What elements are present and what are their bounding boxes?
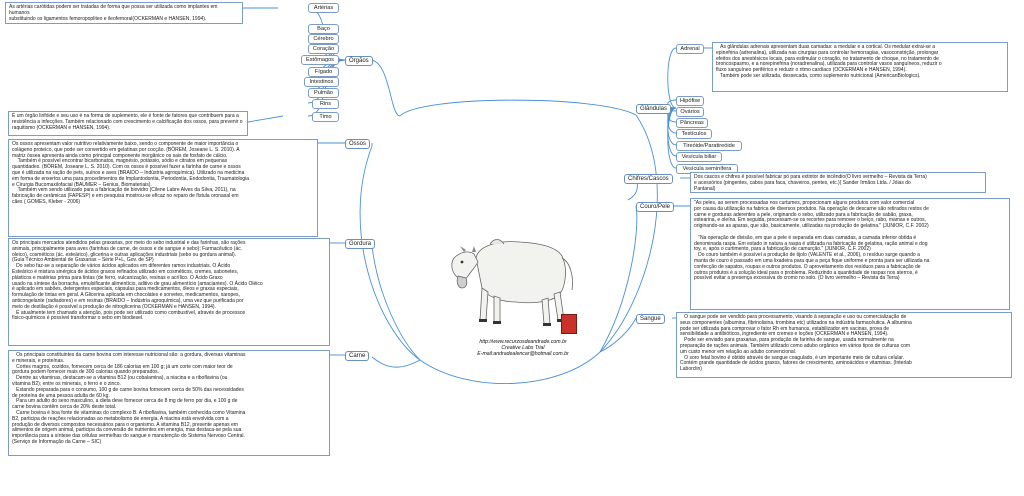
- connector-couro: [600, 206, 637, 352]
- branch-carne[interactable]: Carne: [345, 351, 369, 361]
- orgaos-item-figado[interactable]: Fígado: [308, 67, 339, 77]
- glandulas-item-tireoide[interactable]: Tireóide/Paratireóide: [676, 141, 742, 151]
- chinese-seal-stamp: [561, 314, 577, 334]
- note-gordura: Os principais mercados atendidos pelas graxarias, por meio do sebo industrial e das farinhas, são rações animais, principalmente para aves (farinhas de carne, de ossos e de sangue e sebo); Farmacêutico (ác. oleico), cosméticos (ác. esteárico), glicerina e outras aplicações industriais (sebo ou gordura animal). (Guia Técnico Ambiental de Graxarias – Série P+L, Gov. de SP) Do sebo faz-se a separação de vários ácidos aplicados em diferentes ramos industriais. O Ácido Esteárico é mistura sinérgica de ácidos graxos refinados utilizado em cosméticos, cremes, sabonetes, plásticos e matérias prima para tintas (de ferro, vulcanização, resinas e acrílico. O Ácido Graxo usado na síntese da borracha, emulsificante alimentício, aditivo de grau alimentício (amaciantes). O Ácido Oléico é aplicado em sabões, detergentes especiais, cápsulas para medicamentos, óleos e graxas especiais, formulação de tintas em geral. A Glicerina aplicada em chocolates e sorvetes, medicamentos, xaropes, anticongelante (radiadores) e em resinas (BRAIDO – Indústria agroquímica), uma vez que purificada por meio de destilação é possível a produção de nitroglicerina (OCKERMAN e HANSEN, 1994). É atualmente tem chamado a atenção, pois pode ser utilizado como combustível, através de processos físico-químicos é possível transformar o sebo em biodiesel.: [8, 238, 330, 346]
- branch-couro[interactable]: Couro/Pele: [636, 202, 674, 212]
- connector-sangue: [600, 318, 636, 352]
- connector-carne: [372, 357, 420, 367]
- orgaos-item-baco[interactable]: Baço: [308, 24, 339, 34]
- glandulas-item-adrenal[interactable]: Adrenal: [676, 44, 704, 54]
- glandulas-item-pancreas[interactable]: Pâncreas: [676, 118, 708, 128]
- glandulas-item-hipofise[interactable]: Hipófise: [676, 96, 704, 106]
- note-chifres: Dos cascos e chifres é possível fabricar pó para extintor de incêndio(O livro vermelho – Revista da Terra) e acessórios (pingentes, cabos para faca, chaveiros, pentes, etc.)( Sander Irmãos Ltda. / Jóias do Pantanal): [690, 172, 986, 193]
- connector-ossos: [360, 146, 420, 360]
- orgaos-item-arterias[interactable]: Artérias: [308, 3, 339, 13]
- branch-glandulas[interactable]: Glândulas: [636, 104, 671, 114]
- branch-gordura[interactable]: Gordura: [345, 239, 375, 249]
- orgaos-item-estomagos[interactable]: Estômagos: [301, 55, 339, 65]
- connector-gordura: [372, 246, 420, 360]
- note-ossos: Os ossos apresentam valor nutritivo relativamente baixo, sendo o componente de maior importância o colágeno proteico, que pode ser convertido em gelatinas por cocção. (BÖREM, Joseane L. S. 2010). A matriz óssea apresenta ainda como principal componente inorgânico os sais de fosfato de cálcio. Também é possível encontrar bicarbonatos, magnésio, potássio, sódio e citratos em pequenas quantidades. (BÖREM, Joseane L. S. 2010). Com os ossos é possível fazer a farinha de carne e ossos que é utilizada na ração de pets, suínos e aves (BRAIDO – Indústria agroquímica). Utilizado na medicina em forma de enxertos uma para procedimentos de Implantodontia, Periodontia, Endodontia, Traumatologia e Cirurgia Bucomaxilofacial (BAUMER – Genius, Biomateriais). Também vem sendo utilizado para a fabricação de biovidro (Cilene Labre Alves da Silva, 2011), na fabricação de cerâmicas (FAPESP) e em pesquisa mostrou-se eficaz no reparo de fístula oronasal em cães ( GOMES, Kleber - 2006): [8, 139, 318, 237]
- note-sangue: O sangue pode ser vendido para processamento, visando à separação e uso ou comercialização de seus componentes (albumina, fibrinolisina, trombina etc) utilizados na indústria farmacêutica. A albumina pode ser utilizada para comprovar o fator Rh em humanos, estabilizador em vacinas, prova de sensibilidade a antibióticos, ingrediente em cremes e loções (OCKERMAN e HANSEN, 1994). Pode ser enviado para graxarias, para produção de farinha de sangue, usada normalmente na preparação de rações animais. Também utilizado como adubo orgânico em vários tipos de culturas com um custo menor em relação ao adubo convencional. O soro fetal bovino é obtido através de sangue coagulado, é um importante meio de cultura celular. Contém grande quantidade de ácidos graxos, fatores de crescimento, aminoácidos e vitaminas. (Interlab Laborclin): [676, 312, 1012, 378]
- branch-ossos[interactable]: Ossos: [345, 139, 370, 149]
- branch-chifres[interactable]: Chifres/Cascos: [624, 174, 673, 184]
- glandulas-item-vesicula-seminifera[interactable]: Vesícula seminífera: [676, 164, 738, 174]
- orgaos-item-intestinos[interactable]: Intestinos: [304, 77, 339, 87]
- orgaos-item-coracao[interactable]: Coração: [308, 44, 339, 54]
- glandulas-item-vesicula-biliar[interactable]: Vesícula biliar: [676, 152, 722, 162]
- glandulas-item-testiculos[interactable]: Testículos: [676, 129, 712, 139]
- caption-line-url: http://www.recurzosdeandrade.com.br: [479, 339, 567, 345]
- connector-orgaos-glandulas: [400, 100, 636, 116]
- central-image-caption: [458, 339, 588, 357]
- orgaos-item-rins[interactable]: Rins: [312, 99, 339, 109]
- branch-orgaos[interactable]: Órgãos: [345, 56, 373, 66]
- note-timo: É um órgão linfóide e seu uso é na forma de suplemento, ele é fonte de fatores que contribuem para a resistência a infecções. Também relacionado com crescimento e calcificação dos ossos, para prevenir o raquitismo (OCKERMAN e HANSEN, 1994).: [8, 111, 248, 136]
- orgaos-item-pulmao[interactable]: Pulmão: [308, 88, 339, 98]
- caption-line-email: E-mail:andradealencar@hotmail.com.br: [477, 351, 569, 357]
- note-carne: Os principais constituintes da carne bovina com interesse nutricional são: a gordura, diversas vitaminas e minerais, e proteínas. Cortes magros, cozidos, fornecem cerca de 186 calorias em 100 g; já um corte com maior teor de gordura podem fornecer mais de 300 calorias quando preparados. Dentre as vitaminas, destacam-se a vitamina B12 (ou cobalamina), a niacina e a riboflavina (ou vitamina B2); entre os minerais, o ferro e o zinco. Estando preparada para o consumo, 100 g de carne bovina fornecem cerca de 50% das necessidades de proteína de uma pessoa adulta de 60 kg. Para um adulto do sexo masculino, a dieta deve fornecer cerca de 8 mg de ferro por dia, e 100 g de carne bovina contêm cerca de 20% deste total. Carne bovina é boa fonte de vitaminas do complexo B. A riboflavina, também conhecida como Vitamina B2, participa de reações relacionadas ao metabolismo de energia. A niacina está envolvida com a produção de diversos compostos necessários para o organismo. A vitamina B12, presente apenas em alimentos de origem animal, participa da conversão de nutrientes em energia, mas destaca-se pela sua importância para a síntese das células vermelhas do sangue e manutenção do Sistema Nervoso Central. (Serviço de Informação da Carne – SIC): [8, 350, 330, 456]
- note-couro: "As peles, ao serem processadas nos curtumes, propocionam alguns produtos com valor comercial por causa da utilização na fabrica de diversos produtos. Na operação de descarne são retirados restos de carne e gorduras aderentes a pele, originando o sebo, utilizado para a fabricação de sabão, graxa, estearina, e oleína. Em seguida, processam-se os recortes para remover o beiço, rabo, mamas e outros, originando-se as aparas, que são, basicamente, utilizadas na produção de gelatina." (JUNIOR, C.F. 2002) "Na operação de divisão, em que a pele é separada em duas camadas, a camada inferior obtida é denominada raspa. Em estado in natura a raspa é utilizada na fabricação de gelatina, ração animal e dog toy, e, após o curtimento, para a fabricação de camurção." (JUNIOR, C.F. 2002) Do couro também é possível a produção de tijolo (VALENTE et al., 2006), o resíduo surge quando a manta de couro é passado em uma lixadeira para que a peça fique uniforme e pronta para ser utilizada na confecção de sapatos, roupas e outros produtos. O aproveitamento dos resíduos para a fabricação de outros produtos é a solução ideal para o problema. Reduzindo a quantidade de raspas nos aterros, é possível evitar a presença excessiva do cromo no solo. (O livro vermelho – Revista da Terra): [690, 198, 1010, 310]
- orgaos-item-cerebro[interactable]: Cérebro: [308, 34, 339, 44]
- caption-line-trial: Creative Labs Trial: [501, 345, 545, 351]
- orgaos-item-timo[interactable]: Timo: [312, 112, 339, 122]
- branch-sangue[interactable]: Sangue: [636, 314, 665, 324]
- glandulas-item-ovarios[interactable]: Ovários: [676, 107, 704, 117]
- note-arterias: As artérias carótidas podem ser tratadas de forma que possa ser utilizada como implantes em humanos substituindo os ligamentos femoropopliteo e ileofemoral(OCKERMAN e HANSEN, 1994).: [5, 2, 243, 24]
- note-adrenal: As glândulas adrenais apresentam duas camadas: a medular e a cortical. Os medular extrai-se a epinefrina (adrenalina), utilizada nas cirurgias para controlar hemorragias, vasoconstrição, prolongar efeitos dos anestésicos locais, para estimular o coração, no tratamento de choque, no tratamento de broncospasmo, e a norepinefrina (noradrenalina), utilizada para controlar vasos sanguíneos, reduzir o fluxo sanguíneo periférico e reduzir o ritmo cardíaco (OCKERMAN e HANSEN, 1994). Também pode ser utilizada, dessecada, como suplemento nutricional (AmericanBiologics).: [712, 42, 1008, 92]
